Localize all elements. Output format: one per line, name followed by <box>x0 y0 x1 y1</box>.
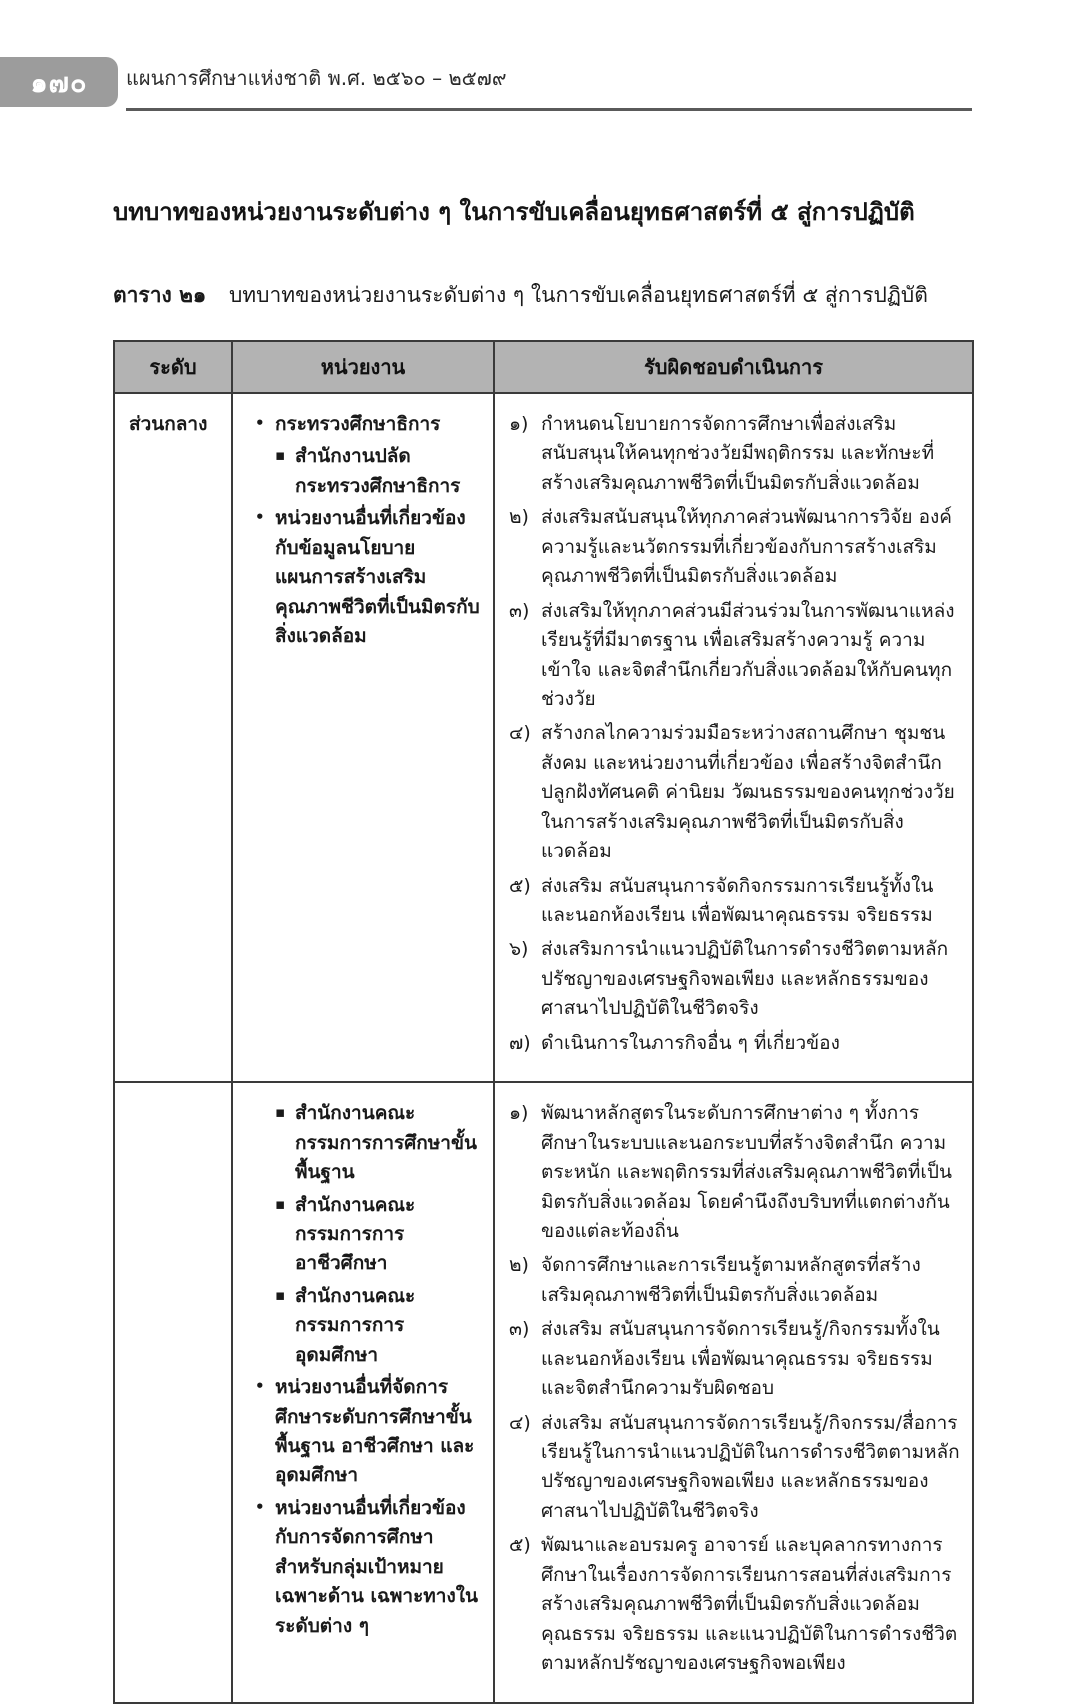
list-item <box>255 1282 481 1370</box>
page-content <box>113 192 972 1704</box>
roles-table <box>113 340 974 1704</box>
list-item <box>255 442 481 501</box>
agency-name: สำนักงานคณะกรรมการการอุดมศึกษา <box>295 1284 416 1366</box>
item-number: ๖) <box>509 938 529 961</box>
item-number: ๒) <box>509 506 529 529</box>
bullet-icon: • <box>255 1497 265 1516</box>
numbered-item <box>509 1315 960 1403</box>
document-header-title: แผนการศึกษาแห่งชาติ พ.ศ. ๒๕๖๐ – ๒๕๗๙ <box>126 66 507 90</box>
agency-name: หน่วยงานอื่นที่จัดการศึกษาระดับการศึกษาขั้นพื้นฐาน อาชีวศึกษา และอุดมศึกษา <box>275 1376 475 1487</box>
square-bullet-icon: ▪ <box>275 1194 286 1213</box>
item-text: พัฒนาหลักสูตรในระดับการศึกษาต่าง ๆ ทั้งการศึกษาในระบบและนอกระบบที่สร้างจิตสำนึก ความตระหนัก และพฤติกรรมที่ส่งเสริมคุณภาพชีวิตที่เป็นมิตรกับสิ่งแวดล้อม โดยคำนึงถึงบริบทที่แตกต่างกันของแต่ละท้องถิ่น <box>541 1102 952 1242</box>
column-header-level: ระดับ <box>114 341 232 393</box>
agency-name: สำนักงานคณะกรรมการการศึกษาขั้นพื้นฐาน <box>295 1102 477 1184</box>
item-text: กำหนดนโยบายการจัดการศึกษาเพื่อส่งเสริม สนับสนุนให้คนทุกช่วงวัยมีพฤติกรรม และทักษะที่สร้างเสริมคุณภาพชีวิตที่เป็นมิตรกับสิ่งแวดล้อม <box>541 413 935 494</box>
table-row <box>114 393 973 1082</box>
table-header-row <box>114 341 973 393</box>
item-text: สร้างกลไกความร่วมมือระหว่างสถานศึกษา ชุมชน สังคม และหน่วยงานที่เกี่ยวข้อง เพื่อสร้างจิตสำนึก ปลูกฝังทัศนคติ ค่านิยม วัฒนธรรมของคนทุกช่วงวัยในการสร้างเสริมคุณภาพชีวิตที่เป็นมิตรกับสิ่งแวดล้อม <box>541 722 955 863</box>
square-bullet-icon: ▪ <box>275 1103 286 1122</box>
agency-cell <box>232 393 494 1082</box>
agency-name: สำนักงานปลัดกระทรวงศึกษาธิการ <box>295 445 461 497</box>
square-bullet-icon: ▪ <box>275 446 286 465</box>
agency-name: หน่วยงานอื่นที่เกี่ยวข้องกับข้อมูลนโยบาย แผนการสร้างเสริมคุณภาพชีวิตที่เป็นมิตรกับสิ่งแวดล้อม <box>275 507 480 648</box>
numbered-item <box>509 1029 960 1058</box>
item-text: ส่งเสริม สนับสนุนการจัดกิจกรรมการเรียนรู้ทั้งในและนอกห้องเรียน เพื่อพัฒนาคุณธรรม จริยธรรม <box>541 874 934 926</box>
list-item <box>255 1099 481 1187</box>
item-number: ๓) <box>509 599 530 622</box>
numbered-item <box>509 935 960 1023</box>
list-item <box>255 410 481 439</box>
item-text: ส่งเสริมสนับสนุนให้ทุกภาคส่วนพัฒนาการวิจัย องค์ความรู้และนวัตกรรมที่เกี่ยวข้องกับการสร้างเสริมคุณภาพชีวิตที่เป็นมิตรกับสิ่งแวดล้อม <box>541 506 952 588</box>
header-divider <box>126 108 972 111</box>
numbered-item <box>509 1099 960 1246</box>
list-item <box>255 1373 481 1491</box>
item-text: ดำเนินการในภารกิจอื่น ๆ ที่เกี่ยวข้อง <box>541 1031 840 1054</box>
list-item <box>255 1494 481 1641</box>
item-text: ส่งเสริมให้ทุกภาคส่วนมีส่วนร่วมในการพัฒนาแหล่งเรียนรู้ที่มีมาตรฐาน เพื่อเสริมสร้างความรู้ ความเข้าใจ และจิตสำนึกเกี่ยวกับสิ่งแวดล้อมให้กับคนทุกช่วงวัย <box>541 599 955 710</box>
table-caption-label: ตาราง ๒๑ <box>113 283 207 307</box>
column-header-responsibility: รับผิดชอบดำเนินการ <box>494 341 973 393</box>
item-number: ๒) <box>509 1254 529 1277</box>
item-number: ๑) <box>509 1102 529 1125</box>
level-cell: ส่วนกลาง <box>114 393 232 1082</box>
agency-cell <box>232 1082 494 1702</box>
numbered-item <box>509 1251 960 1310</box>
item-text: ส่งเสริมการนำแนวปฏิบัติในการดำรงชีวิตตามหลักปรัชญาของเศรษฐกิจพอเพียง และหลักธรรมของศาสนาไปปฏิบัติในชีวิตจริง <box>541 938 949 1020</box>
numbered-item <box>509 719 960 866</box>
section-title: บทบาทของหน่วยงานระดับต่าง ๆ ในการขับเคลื่อนยุทธศาสตร์ที่ ๕ สู่การปฏิบัติ <box>113 198 915 226</box>
numbered-item <box>509 1531 960 1678</box>
item-number: ๕) <box>509 1534 531 1557</box>
column-header-agency: หน่วยงาน <box>232 341 494 393</box>
agency-name: หน่วยงานอื่นที่เกี่ยวข้องกับการจัดการศึกษาสำหรับกลุ่มเป้าหมายเฉพาะด้าน เฉพาะทางในระดับต่าง ๆ <box>275 1496 479 1637</box>
bullet-icon: • <box>255 508 265 527</box>
item-number: ๔) <box>509 722 531 745</box>
item-text: พัฒนาและอบรมครู อาจารย์ และบุคลากรทางการศึกษาในเรื่องการจัดการเรียนการสอนที่ส่งเสริมการสร้างเสริมคุณภาพชีวิตที่เป็นมิตรกับสิ่งแวดล้อม คุณธรรม จริยธรรม และแนวปฏิบัติในการดำรงชีวิตตามหลักปรัชญาของเศรษฐกิจพอเพียง <box>541 1534 958 1675</box>
item-number: ๗) <box>509 1031 531 1054</box>
responsibility-cell <box>494 393 973 1082</box>
numbered-item <box>509 1409 960 1527</box>
bullet-icon: • <box>255 1377 265 1396</box>
bullet-icon: • <box>255 414 265 432</box>
item-number: ๕) <box>509 874 531 897</box>
item-number: ๑) <box>509 413 529 435</box>
page-number: ๑๗๐ <box>30 67 88 99</box>
numbered-item <box>509 872 960 931</box>
numbered-item <box>509 597 960 715</box>
item-text: จัดการศึกษาและการเรียนรู้ตามหลักสูตรที่สร้างเสริมคุณภาพชีวิตที่เป็นมิตรกับสิ่งแวดล้อม <box>541 1254 921 1306</box>
agency-name: กระทรวงศึกษาธิการ <box>275 413 441 435</box>
page-number-badge <box>0 57 118 107</box>
square-bullet-icon: ▪ <box>275 1285 286 1304</box>
table-caption-text: บทบาทของหน่วยงานระดับต่าง ๆ ในการขับเคลื่อนยุทธศาสตร์ที่ ๕ สู่การปฏิบัติ <box>228 283 928 307</box>
level-cell <box>114 1082 232 1702</box>
item-number: ๔) <box>509 1411 531 1434</box>
numbered-item <box>509 410 960 498</box>
item-text: ส่งเสริม สนับสนุนการจัดการเรียนรู้/กิจกรรมทั้งในและนอกห้องเรียน เพื่อพัฒนาคุณธรรม จริยธรรม และจิตสำนึกความรับผิดชอบ <box>541 1318 940 1400</box>
list-item <box>255 1191 481 1279</box>
item-text: ส่งเสริม สนับสนุนการจัดการเรียนรู้/กิจกรรม/สื่อการเรียนรู้ในการนำแนวปฏิบัติในการดำรงชีวิตตามหลักปรัชญาของเศรษฐกิจพอเพียง และหลักธรรมของศาสนาไปปฏิบัติในชีวิตจริง <box>541 1411 960 1522</box>
page-header <box>126 62 972 111</box>
item-number: ๓) <box>509 1318 530 1341</box>
numbered-item <box>509 503 960 591</box>
responsibility-cell <box>494 1082 973 1702</box>
agency-name: สำนักงานคณะกรรมการการอาชีวศึกษา <box>295 1193 416 1275</box>
list-item <box>255 504 481 651</box>
table-caption <box>113 279 972 312</box>
table-row <box>114 1082 973 1702</box>
